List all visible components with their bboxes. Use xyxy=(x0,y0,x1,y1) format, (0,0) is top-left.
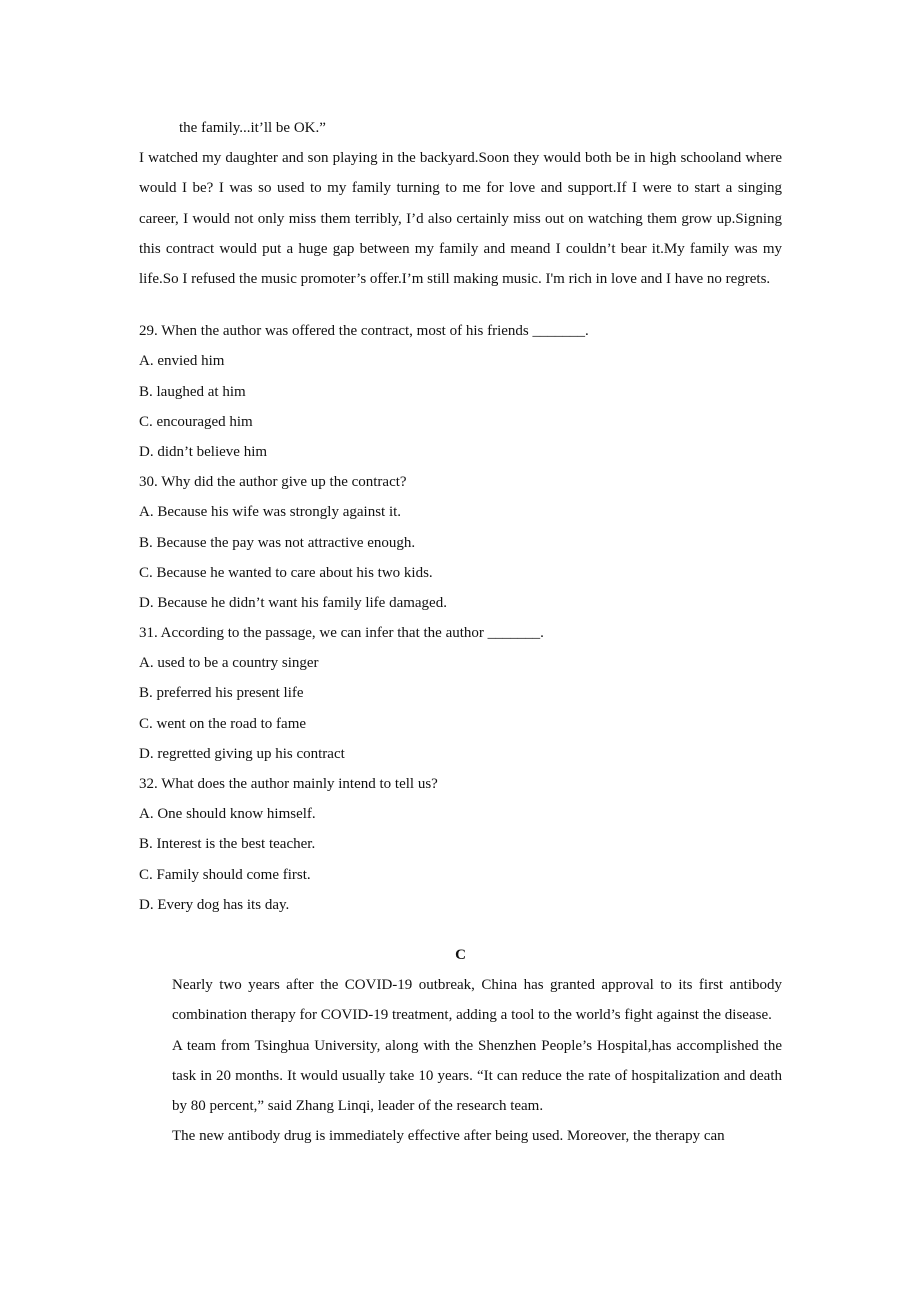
spacer xyxy=(139,920,782,940)
passage-c-paragraph-2: A team from Tsinghua University, along with the Shenzhen People’s Hospital,has accomplished the task in 20 months. It would usually take 10 years. “It can reduce the rate of hospitalization and death by 80 percent,” said Zhang Linqi, leader of the research team. xyxy=(172,1037,782,1114)
document-page xyxy=(139,113,782,1151)
option-c: C. went on the road to fame xyxy=(139,715,307,732)
question-30 xyxy=(139,467,782,618)
option-b: B. laughed at him xyxy=(139,383,246,400)
option-d: D. Because he didn’t want his family life damaged. xyxy=(139,594,447,611)
spacer xyxy=(139,294,782,316)
question-stem: 32. What does the author mainly intend to tell us? xyxy=(139,776,438,793)
question-stem: 31. According to the passage, we can infer that the author _______. xyxy=(139,625,544,642)
option-a: A. One should know himself. xyxy=(139,806,316,823)
option-b: B. Because the pay was not attractive enough. xyxy=(139,534,416,551)
section-title-c: C xyxy=(455,946,466,963)
option-c: C. encouraged him xyxy=(139,413,253,430)
passage-b-paragraph xyxy=(139,143,782,294)
passage-c-paragraph-1: Nearly two years after the COVID-19 outbreak, China has granted approval to its first antibody combination therapy for COVID-19 treatment, adding a tool to the world’s fight against the disease. xyxy=(172,977,782,1024)
question-31 xyxy=(139,618,782,769)
question-stem: 29. When the author was offered the contract, most of his friends _______. xyxy=(139,323,589,340)
option-d: D. regretted giving up his contract xyxy=(139,745,345,762)
option-a: A. Because his wife was strongly against it. xyxy=(139,504,402,521)
passage-b-paragraph-text: I watched my daughter and son playing in the backyard.Soon they would both be in high schooland where would I be? I was so used to my family turning to me for love and support.If I were to start a singing career, I would not only miss them terribly, I’d also certainly miss out on watching them grow up.Signing this contract would put a huge gap between my family and meand I couldn’t bear it.My family was my life.So I refused the music promoter’s offer.I’m still making music. I'm rich in love and I have no regrets. xyxy=(139,150,782,287)
option-b: B. preferred his present life xyxy=(139,685,304,702)
option-a: A. used to be a country singer xyxy=(139,655,319,672)
quote-tail: the family...it’ll be OK.” xyxy=(179,120,326,136)
passage-c xyxy=(139,970,782,1151)
question-29 xyxy=(139,316,782,467)
option-d: D. didn’t believe him xyxy=(139,443,268,460)
option-c: C. Family should come first. xyxy=(139,866,311,883)
passage-c-paragraph-3: The new antibody drug is immediately effective after being used. Moreover, the therapy can xyxy=(172,1128,725,1145)
option-d: D. Every dog has its day. xyxy=(139,896,290,913)
option-c: C. Because he wanted to care about his two kids. xyxy=(139,564,433,581)
question-32 xyxy=(139,769,782,920)
option-a: A. envied him xyxy=(139,353,225,370)
option-b: B. Interest is the best teacher. xyxy=(139,836,316,853)
question-stem: 30. Why did the author give up the contract? xyxy=(139,474,407,491)
